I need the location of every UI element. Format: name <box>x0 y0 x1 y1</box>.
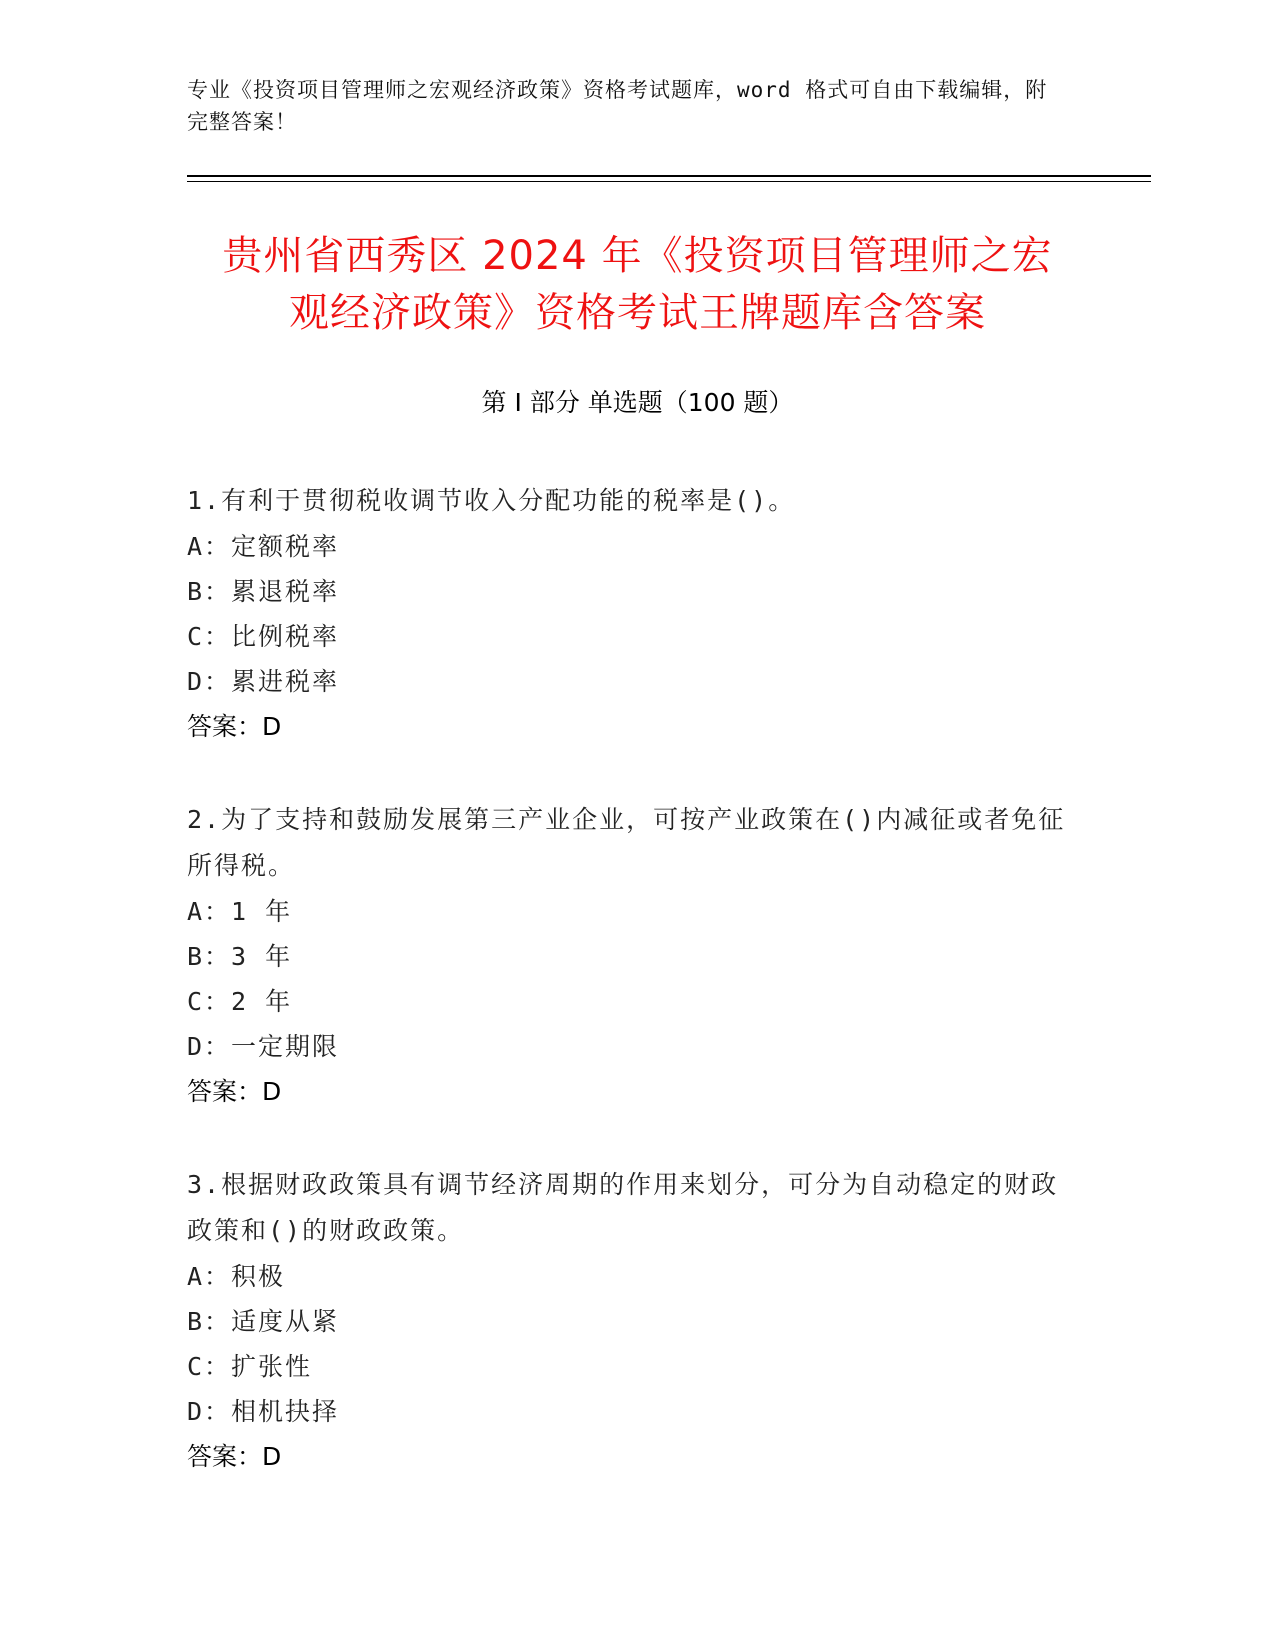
option-d <box>187 1389 1067 1434</box>
header-rule-thin <box>187 181 1151 182</box>
option-letter: D： <box>187 1032 232 1061</box>
option-a <box>187 524 1067 569</box>
option-letter: A： <box>187 897 232 926</box>
option-text: 相机抉择 <box>231 1397 340 1426</box>
option-c <box>187 979 1067 1024</box>
document-title-line-1: 贵州省西秀区 2024 年《投资项目管理师之宏 <box>222 233 1053 279</box>
section-title: 第 I 部分 单选题（100 题） <box>481 388 794 417</box>
option-b <box>187 934 1067 979</box>
question-list <box>187 478 1067 1527</box>
option-c <box>187 1344 1067 1389</box>
option-a <box>187 889 1067 934</box>
option-text: 累退税率 <box>231 577 340 606</box>
option-text: 积极 <box>231 1262 286 1291</box>
option-letter: C： <box>187 1352 232 1381</box>
question-3 <box>187 1162 1067 1480</box>
option-b <box>187 1299 1067 1344</box>
option-text: 定额税率 <box>231 532 340 561</box>
document-title <box>150 228 1125 342</box>
option-d <box>187 1024 1067 1069</box>
option-letter: B： <box>187 577 232 606</box>
option-letter: C： <box>187 622 232 651</box>
option-a <box>187 1254 1067 1299</box>
question-text: 1.有利于贯彻税收调节收入分配功能的税率是()。 <box>187 486 796 515</box>
option-text: 扩张性 <box>231 1352 313 1381</box>
header-note: 专业《投资项目管理师之宏观经济政策》资格考试题库，word 格式可自由下载编辑，附完整答案！ <box>187 78 1048 134</box>
option-text: 一定期限 <box>231 1032 340 1061</box>
question-1 <box>187 478 1067 750</box>
option-letter: D： <box>187 667 232 696</box>
option-letter: B： <box>187 1307 232 1336</box>
header-rule-thick <box>187 175 1151 177</box>
option-letter: B： <box>187 942 232 971</box>
option-text: 3 年 <box>231 942 293 971</box>
question-text: 3.根据财政政策具有调节经济周期的作用来划分，可分为自动稳定的财政政策和()的财政政策。 <box>187 1170 1059 1245</box>
option-letter: D： <box>187 1397 232 1426</box>
question-text: 2.为了支持和鼓励发展第三产业企业，可按产业政策在()内减征或者免征所得税。 <box>187 805 1066 880</box>
option-text: 累进税率 <box>231 667 340 696</box>
option-b <box>187 569 1067 614</box>
answer-line: 答案：D <box>187 712 282 741</box>
option-text: 1 年 <box>231 897 293 926</box>
option-letter: A： <box>187 532 232 561</box>
question-2 <box>187 797 1067 1115</box>
option-text: 2 年 <box>231 987 293 1016</box>
option-text: 比例税率 <box>231 622 340 651</box>
option-letter: C： <box>187 987 232 1016</box>
answer-line: 答案：D <box>187 1442 282 1471</box>
option-c <box>187 614 1067 659</box>
option-letter: A： <box>187 1262 232 1291</box>
option-d <box>187 659 1067 704</box>
option-text: 适度从紧 <box>231 1307 340 1336</box>
document-title-line-2: 观经济政策》资格考试王牌题库含答案 <box>289 290 986 336</box>
answer-line: 答案：D <box>187 1077 282 1106</box>
